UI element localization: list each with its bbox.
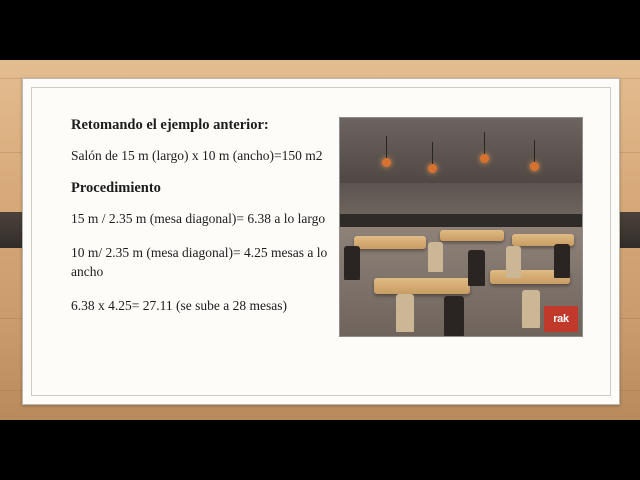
chair-shape bbox=[344, 246, 360, 280]
slide-background bbox=[0, 60, 640, 420]
pendant-lamp-icon bbox=[530, 162, 539, 171]
intro-paragraph: Salón de 15 m (largo) x 10 m (ancho)=150 m2 bbox=[71, 148, 323, 164]
chair-shape bbox=[444, 296, 464, 336]
text-column bbox=[71, 117, 361, 330]
chair-shape bbox=[428, 242, 443, 272]
pendant-lamp-icon bbox=[428, 164, 437, 173]
restaurante-interior-photo bbox=[339, 117, 583, 337]
step-3: 6.38 x 4.25= 27.11 (se sube a 28 mesas) bbox=[71, 298, 287, 314]
step-2: 10 m/ 2.35 m (mesa diagonal)= 4.25 mesas a lo ancho bbox=[71, 244, 328, 280]
table-shape bbox=[354, 236, 426, 249]
content-panel bbox=[22, 78, 620, 405]
chair-shape bbox=[396, 294, 414, 332]
table-shape bbox=[374, 278, 470, 294]
procedure-subheading: Procedimiento bbox=[71, 179, 161, 196]
pendant-lamp-icon bbox=[480, 154, 489, 163]
chair-shape bbox=[506, 246, 521, 278]
slide-heading: Retomando el ejemplo anterior: bbox=[71, 117, 269, 133]
chair-shape bbox=[468, 250, 485, 286]
rak-watermark: rak bbox=[544, 306, 578, 332]
chair-shape bbox=[522, 290, 540, 328]
pendant-lamp-icon bbox=[382, 158, 391, 167]
step-1: 15 m / 2.35 m (mesa diagonal)= 6.38 a lo largo bbox=[71, 211, 326, 227]
chair-shape bbox=[554, 244, 570, 278]
table-shape bbox=[440, 230, 504, 241]
